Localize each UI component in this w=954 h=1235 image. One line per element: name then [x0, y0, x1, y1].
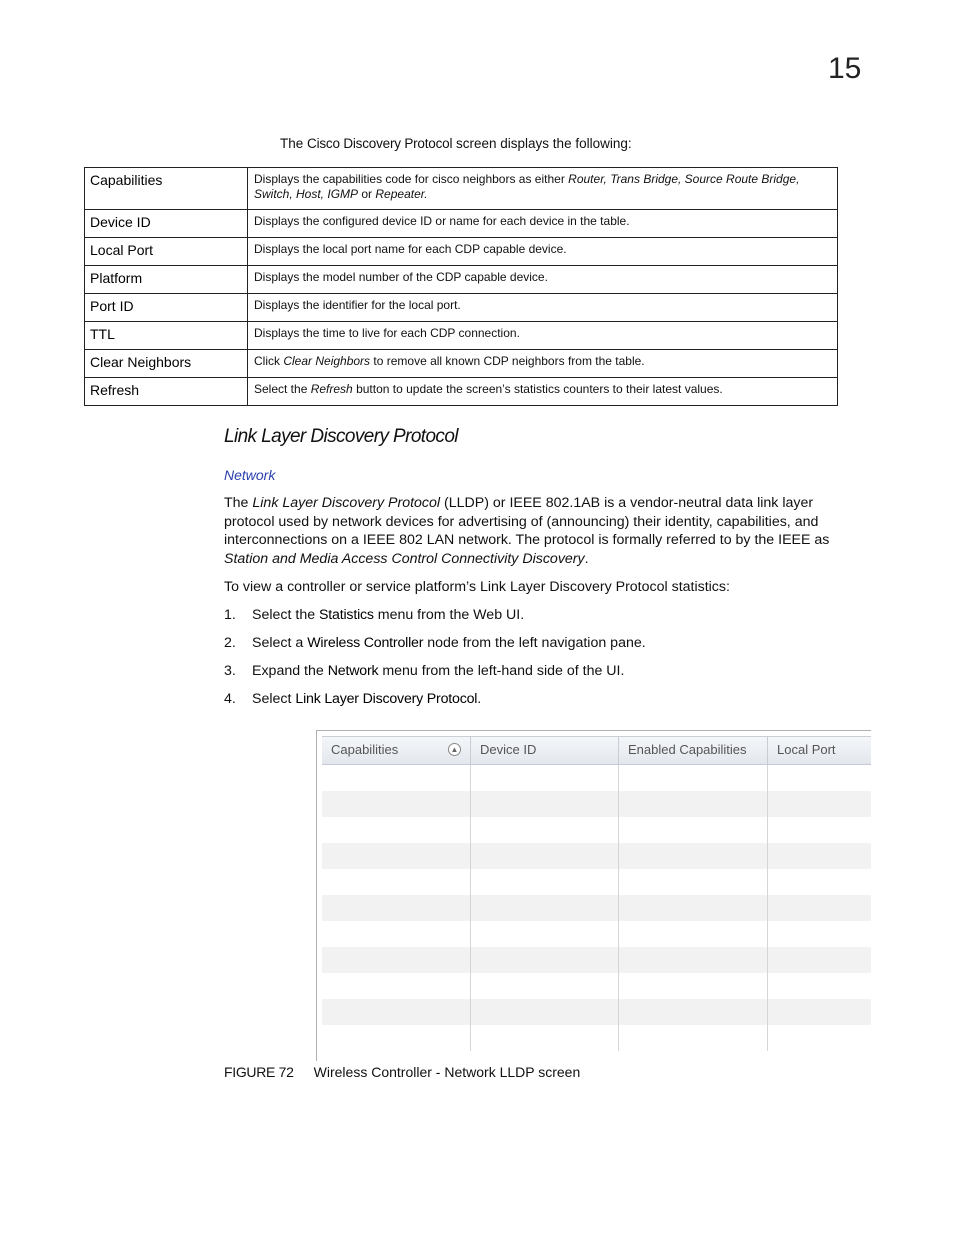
list-item	[224, 606, 646, 634]
grid-cell	[322, 1025, 471, 1051]
figure-label: FIGURE 72	[224, 1064, 294, 1080]
table-row[interactable]	[322, 921, 871, 947]
column-header-label: Local Port	[777, 742, 836, 757]
table-row	[85, 350, 838, 378]
param-term: Platform	[85, 266, 248, 294]
grid-cell	[768, 999, 871, 1025]
list-item	[224, 662, 646, 690]
grid-cell	[619, 765, 768, 791]
grid-cell	[619, 791, 768, 817]
table-row[interactable]	[322, 817, 871, 843]
step-text: Select the	[252, 607, 320, 623]
param-term: Clear Neighbors	[85, 350, 248, 378]
sort-ascending-icon[interactable]: ▲	[448, 743, 461, 756]
table-row	[85, 266, 838, 294]
step-ui-term: Statistics	[319, 607, 374, 623]
table-row	[85, 238, 838, 266]
param-term: TTL	[85, 322, 248, 350]
grid-cell	[322, 947, 471, 973]
param-desc: Displays the configured device ID or name for each device in the table.	[248, 210, 838, 238]
grid-cell	[471, 973, 619, 999]
column-header-local-port[interactable]	[768, 737, 871, 764]
grid-cell	[619, 895, 768, 921]
intro-suffix: screen displays the following:	[452, 136, 632, 151]
list-item	[224, 634, 646, 662]
grid-cell	[322, 869, 471, 895]
figure-caption-text: Wireless Controller - Network LLDP screen	[313, 1064, 581, 1080]
table-row[interactable]	[322, 895, 871, 921]
grid-cell	[322, 765, 471, 791]
grid-cell	[322, 973, 471, 999]
grid-cell	[768, 869, 871, 895]
column-header-enabled-capabilities[interactable]	[619, 737, 768, 764]
grid-cell	[619, 999, 768, 1025]
step-text: Select	[252, 691, 296, 707]
step-ui-term: Wireless Controller	[307, 635, 424, 651]
grid-cell	[322, 791, 471, 817]
column-header-label: Device ID	[480, 742, 537, 757]
param-desc: Click Clear Neighbors to remove all known CDP neighbors from the table.	[248, 350, 838, 378]
column-header-label: Enabled Capabilities	[628, 742, 747, 757]
table-row[interactable]	[322, 869, 871, 895]
param-desc: Select the Refresh button to update the screen’s statistics counters to their latest values.	[248, 378, 838, 406]
grid-cell	[471, 947, 619, 973]
grid-cell	[619, 947, 768, 973]
param-term: Device ID	[85, 210, 248, 238]
step-number: 3.	[224, 663, 236, 679]
table-row[interactable]	[322, 1025, 871, 1051]
param-desc: Displays the capabilities code for cisco neighbors as either Router, Trans Bridge, Source Route Bridge, Switch, Host, IGMP or Repeater.	[248, 168, 838, 210]
param-term: Port ID	[85, 294, 248, 322]
grid-cell	[768, 895, 871, 921]
grid-cell	[322, 817, 471, 843]
intro-term: Cisco Discovery Protocol	[307, 136, 453, 151]
grid-cell	[322, 895, 471, 921]
lldp-screen-figure	[316, 730, 871, 1061]
cdp-parameters-table	[84, 167, 838, 406]
step-text: node from the left navigation pane.	[423, 635, 646, 651]
grid-cell	[768, 765, 871, 791]
table-row[interactable]	[322, 843, 871, 869]
column-header-device-id[interactable]	[471, 737, 619, 764]
grid-cell	[768, 947, 871, 973]
step-ui-term: Network	[327, 663, 379, 679]
list-item	[224, 690, 646, 718]
grid-cell	[322, 921, 471, 947]
lldp-description: The Link Layer Discovery Protocol (LLDP) or IEEE 802.1AB is a vendor-neutral data link layer protocol used by network devices for advertising of (announcing) their identity, capabilities, and interconnections on a IEEE 802 LAN network. The protocol is formally referred to by the IEEE as Station and Media Access Control Connectivity Discovery.	[224, 495, 830, 568]
grid-cell	[471, 869, 619, 895]
grid-cell	[768, 791, 871, 817]
figure-caption	[224, 1064, 580, 1080]
grid-cell	[768, 817, 871, 843]
grid-cell	[471, 921, 619, 947]
param-desc: Displays the model number of the CDP capable device.	[248, 266, 838, 294]
grid-cell	[768, 973, 871, 999]
lldp-grid	[322, 736, 871, 1051]
grid-cell	[619, 973, 768, 999]
param-term: Refresh	[85, 378, 248, 406]
param-desc: Displays the local port name for each CDP capable device.	[248, 238, 838, 266]
lldp-instructions-intro: To view a controller or service platform’s Link Layer Discovery Protocol statistics:	[224, 579, 730, 595]
param-term: Local Port	[85, 238, 248, 266]
section-subhead-link[interactable]: Network	[224, 467, 276, 483]
grid-cell	[471, 817, 619, 843]
table-row	[85, 322, 838, 350]
table-row	[85, 294, 838, 322]
table-row	[85, 378, 838, 406]
intro-prefix: The	[280, 136, 308, 151]
grid-cell	[471, 791, 619, 817]
section-title: Link Layer Discovery Protocol	[224, 426, 458, 447]
step-text: Select a	[252, 635, 308, 651]
grid-cell	[619, 1025, 768, 1051]
table-row	[85, 210, 838, 238]
step-number: 1.	[224, 607, 236, 623]
grid-cell	[471, 765, 619, 791]
grid-header	[322, 736, 871, 765]
intro-sentence	[280, 136, 632, 151]
grid-cell	[768, 843, 871, 869]
step-text: menu from the Web UI.	[373, 607, 525, 623]
grid-cell	[768, 1025, 871, 1051]
step-number: 4.	[224, 691, 236, 707]
param-desc: Displays the time to live for each CDP connection.	[248, 322, 838, 350]
chapter-number: 15	[828, 52, 862, 85]
step-text: menu from the left-hand side of the UI.	[378, 663, 625, 679]
grid-cell	[619, 921, 768, 947]
param-desc: Displays the identifier for the local port.	[248, 294, 838, 322]
table-row[interactable]	[322, 791, 871, 817]
table-row[interactable]	[322, 999, 871, 1025]
grid-cell	[768, 921, 871, 947]
grid-cell	[471, 843, 619, 869]
grid-cell	[322, 843, 471, 869]
param-term: Capabilities	[85, 168, 248, 210]
table-row[interactable]	[322, 765, 871, 791]
grid-cell	[619, 817, 768, 843]
procedure-steps	[224, 606, 646, 718]
grid-body	[322, 765, 871, 1051]
column-header-label: Capabilities	[331, 742, 399, 757]
grid-cell	[471, 1025, 619, 1051]
table-row[interactable]	[322, 947, 871, 973]
column-header-capabilities[interactable]	[322, 737, 471, 764]
step-ui-term: Link Layer Discovery Protocol	[295, 691, 478, 707]
step-number: 2.	[224, 635, 236, 651]
grid-cell	[619, 843, 768, 869]
grid-cell	[471, 999, 619, 1025]
step-text: Expand the	[252, 663, 328, 679]
table-row	[85, 168, 838, 210]
grid-cell	[619, 869, 768, 895]
step-text: .	[477, 691, 482, 707]
table-row[interactable]	[322, 973, 871, 999]
grid-cell	[322, 999, 471, 1025]
grid-cell	[471, 895, 619, 921]
